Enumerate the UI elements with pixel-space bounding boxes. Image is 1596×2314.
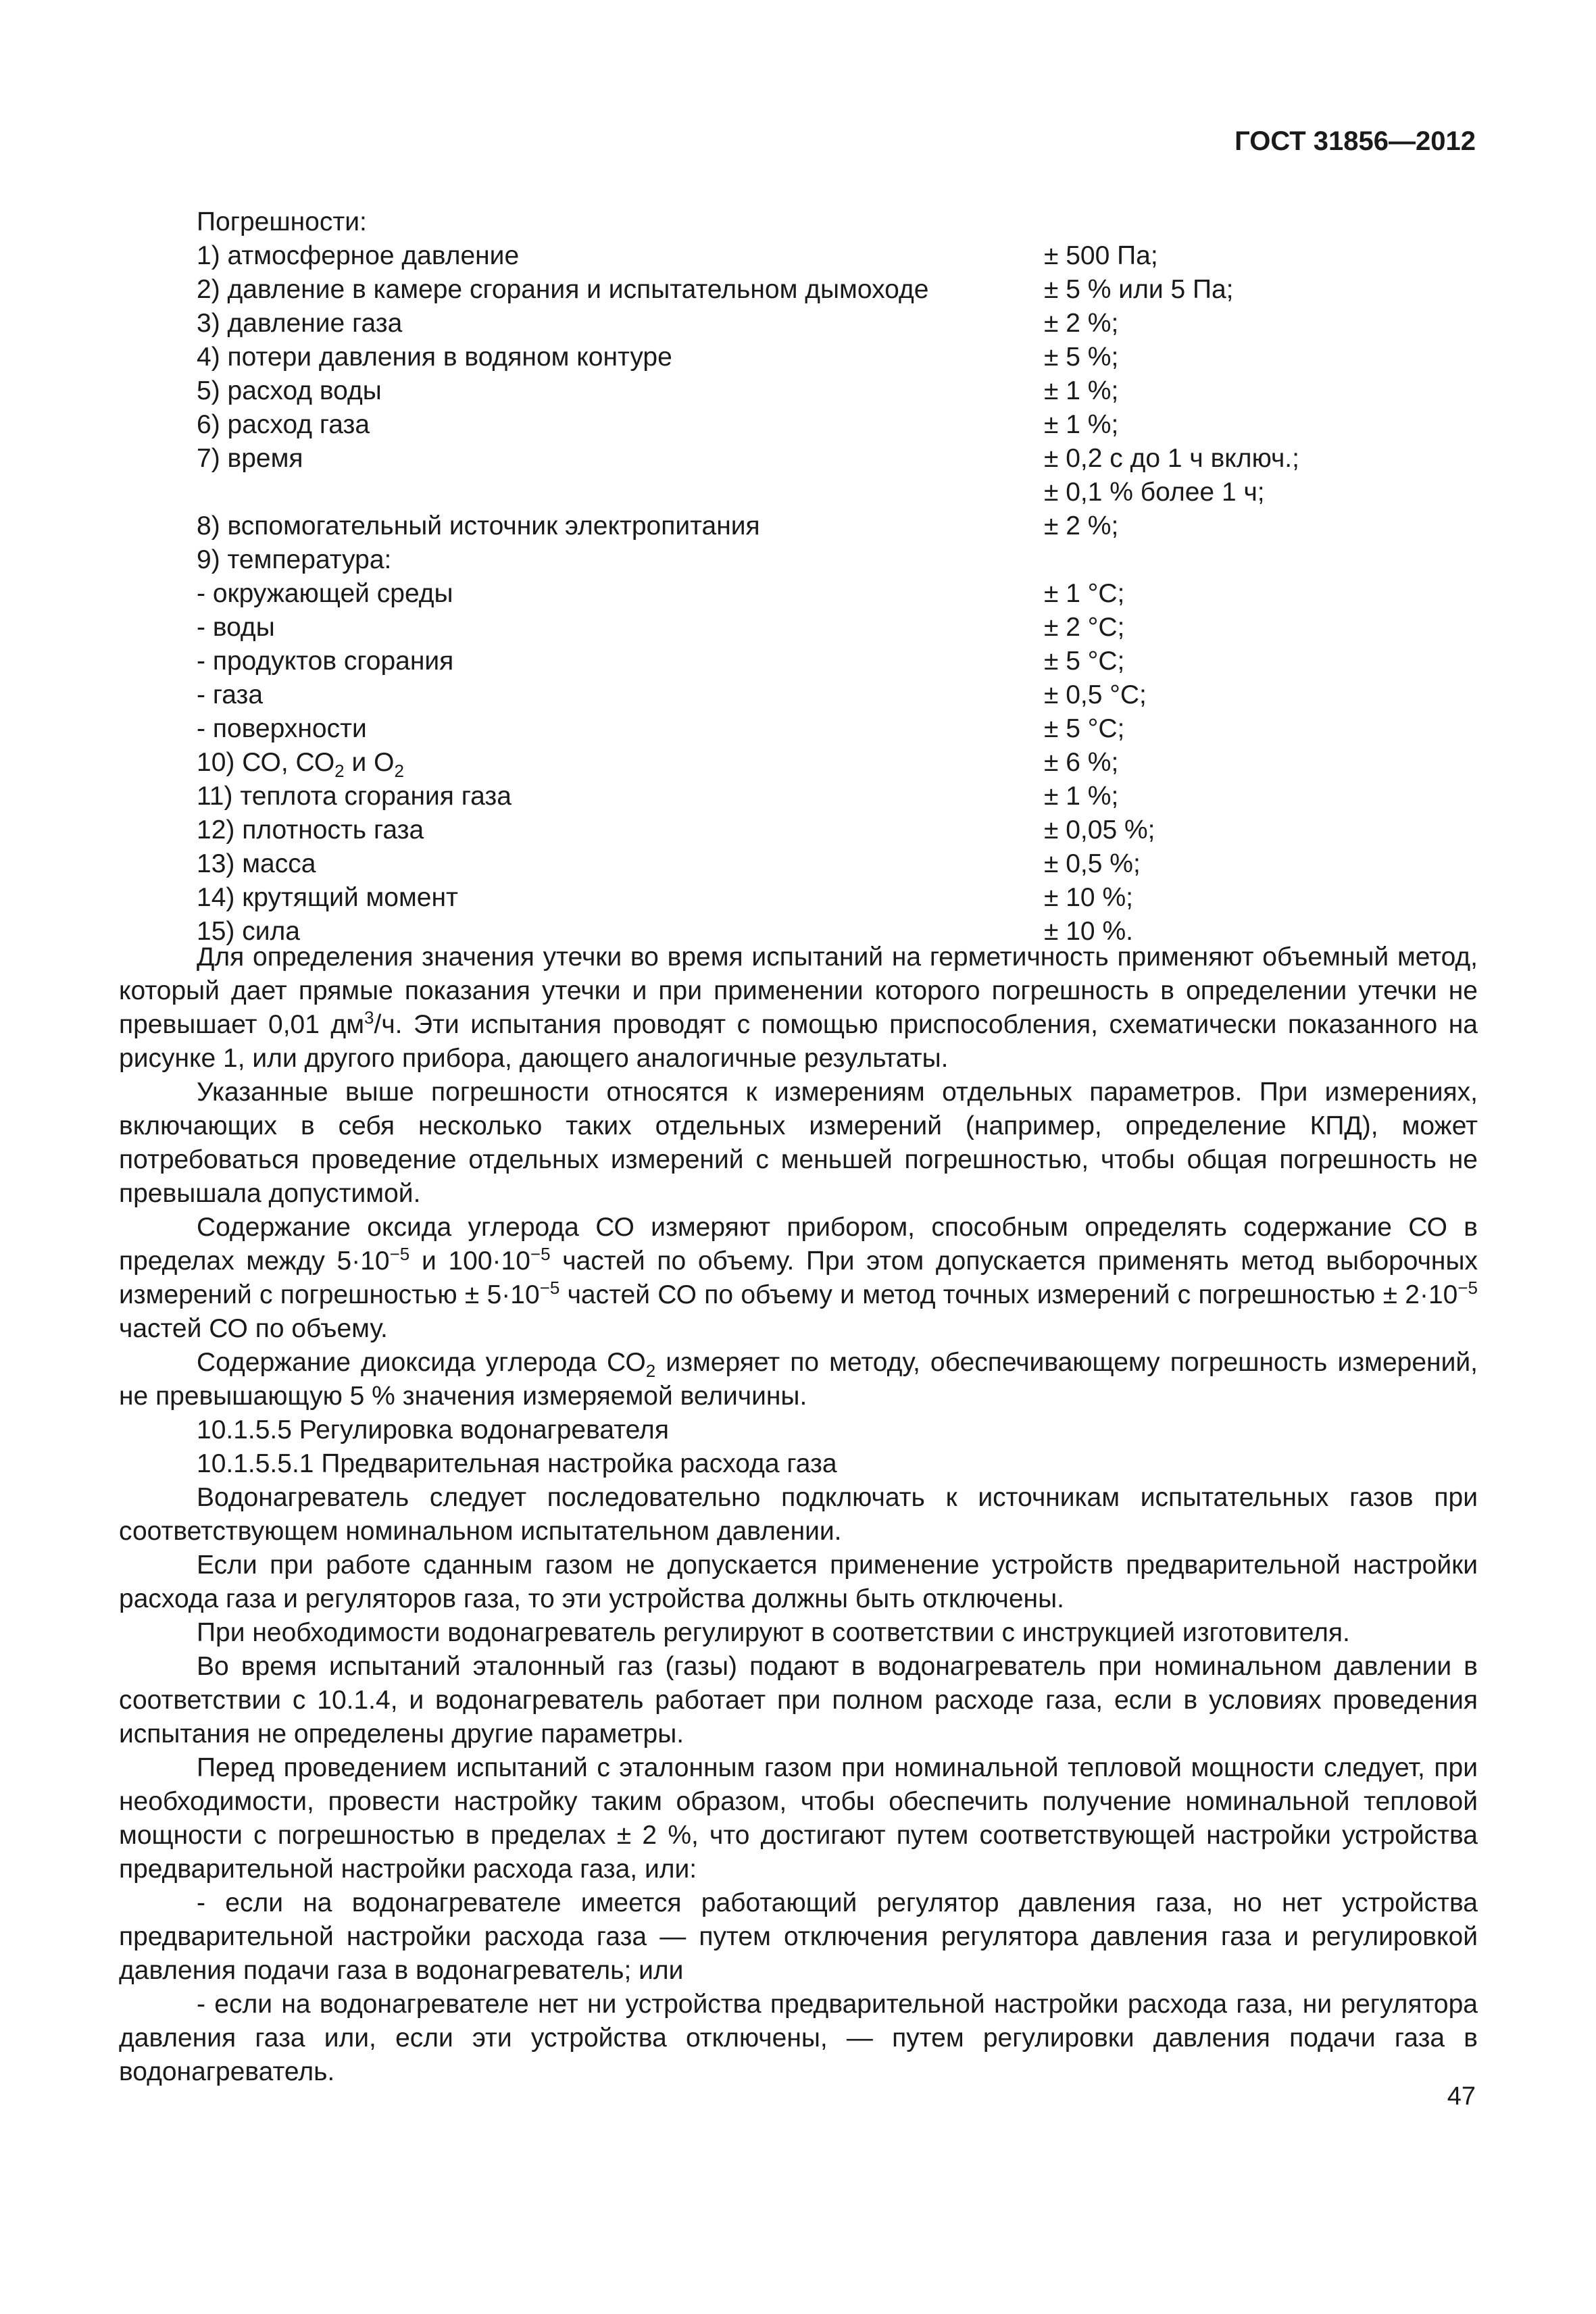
paragraph-disable-devices: Если при работе сданным газом не допускается применение устройств предварительной настройки расхода газа и регуляторов газа, то эти устройства должны быть отключены. [119,1551,1478,1613]
tolerance-value: ± 2 %; [1044,511,1119,540]
paragraph-errors: Указанные выше погрешности относятся к измерениям отдельных параметров. При измерениях, включающих в себя несколько таких отдельных измерений (например, определение КПД), может потребоваться проведение отдельных измерений с меньшей погрешностью, чтобы общая погрешность не превышала допустимой. [119,1078,1478,1208]
tolerance-row [197,239,1494,273]
tolerance-row [197,307,1494,341]
tolerance-label: 15) сила [197,917,300,946]
tolerance-row [197,746,1494,780]
tolerance-row [197,374,1494,408]
tolerance-list-title: Погрешности: [197,207,367,236]
section-heading-10-1-5-5: 10.1.5.5 Регулировка водонагревателя [197,1415,669,1444]
tolerance-rows [197,239,1494,746]
tolerance-row [197,611,1494,645]
tolerance-label: 10) СО, $СО_2$ и $О_2$ [197,748,404,781]
tolerance-value: ± 5 %; [1044,343,1119,372]
body-text [119,940,1478,2089]
tolerance-value: ± 0,2 с до 1 ч включ.; [1044,444,1299,473]
tolerance-row [197,678,1494,712]
paragraph-option-regulator: - если на водонагревателе имеется работающий регулятор давления газа, но нет устройства предварительной настройки расхода газа — путем отключения регулятора давления газа и регулировкой давления подачи газа в водонагреватель; или [119,1888,1478,1985]
tolerance-row [197,881,1494,915]
tolerance-label: - окружающей среды [197,579,453,608]
tolerance-value: ± 0,1 % более 1 ч; [1044,478,1265,507]
tolerance-label: 12) плотность газа [197,815,424,845]
tolerance-value: ± 0,5 %; [1044,849,1141,878]
tolerance-label [197,476,1044,509]
paragraph-option-no-regulator: - если на водонагревателе нет ни устройства предварительной настройки расхода газа, ни регулятора давления газа или, если эти устройства отключены, — путем регулировки давления подачи газа в водонагреватель. [119,1990,1478,2086]
tolerance-value: ± 2 °С; [1044,613,1125,642]
tolerance-row [197,476,1494,509]
tolerance-row [197,645,1494,678]
tolerance-row [197,273,1494,307]
tolerance-value: ± 10 %; [1044,883,1133,912]
tolerance-label: 6) расход газа [197,410,370,439]
tolerance-label: 3) давление газа [197,309,403,338]
tolerance-value: ± 10 %. [1044,917,1133,946]
tolerance-rows-after [197,780,1494,949]
tolerance-value: ± 6 %; [1044,748,1119,777]
tolerance-value: ± 1 %; [1044,410,1119,439]
paragraph-co-measurement: Содержание оксида углерода СО измеряют прибором, способным определять содержание СО в пределах между $5\cdot 10^{-5}$ и $100\cdot 10^{-5}$ частей по объему. При этом допускается применять метод выборочных измерений с погрешностью ± $5\cdot 10^{-5}$ частей СО по объему и метод точных измерений с погрешностью ± $2\cdot 10^{-5}$ частей СО по объему. [119,1213,1478,1343]
tolerance-label: 9) температура: [197,545,392,574]
tolerance-label: 7) время [197,444,303,473]
tolerance-list [197,205,1494,949]
tolerance-value: ± 5 °С; [1044,714,1125,743]
tolerance-row [197,341,1494,374]
tolerance-label: 4) потери давления в водяном контуре [197,343,672,372]
tolerance-row [197,408,1494,442]
tolerance-value: ± 0,5 °С; [1044,680,1147,709]
paragraph-co2-measurement: Содержание диоксида углерода $СО_2$ измеряет по методу, обеспечивающему погрешность измерений, не превышающую 5 % значения измеряемой величины. [119,1348,1478,1411]
tolerance-label: - воды [197,613,275,642]
tolerance-label: 14) крутящий момент [197,883,458,912]
tolerance-label: 11) теплота сгорания газа [197,782,512,811]
tolerance-row [197,780,1494,813]
tolerance-value: ± 1 %; [1044,376,1119,405]
tolerance-label: 13) масса [197,849,316,878]
tolerance-label: 5) расход воды [197,376,382,405]
tolerance-row [197,442,1494,476]
tolerance-value: ± 2 %; [1044,309,1119,338]
tolerance-row [197,813,1494,847]
paragraph-leak-test: Для определения значения утечки во время испытаний на герметичность применяют объемный метод, который дает прямые показания утечки и при применении которого погрешность в определении утечки не превышает 0,01 $дм^3/ч$. Эти испытания проводят с помощью приспособления, схематически показанного на рисунке 1, или другого прибора, дающего аналогичные результаты. [119,942,1478,1073]
tolerance-value: ± 500 Па; [1044,241,1158,270]
tolerance-label: 8) вспомогательный источник электропитания [197,511,760,540]
tolerance-label: 1) атмосферное давление [197,241,520,270]
tolerance-value: ± 1 %; [1044,782,1119,811]
tolerance-value: ± 1 °С; [1044,579,1125,608]
tolerance-row [197,543,1494,577]
paragraph-manufacturer: При необходимости водонагреватель регулируют в соответствии с инструкцией изготовителя. [197,1618,1350,1647]
tolerance-label: 2) давление в камере сгорания и испытательном дымоходе [197,275,929,304]
paragraph-reference-gas: Во время испытаний эталонный газ (газы) подают в водонагреватель при номинальном давлении в соответствии с 10.1.4, и водонагреватель работает при полном расходе газа, если в условиях проведения испытания не определены другие параметры. [119,1652,1478,1749]
page-number: 47 [1447,2082,1476,2111]
paragraph-connection: Водонагреватель следует последовательно подключать к источникам испытательных газов при соответствующем номинальном испытательном давлении. [119,1483,1478,1546]
tolerance-label: - продуктов сгорания [197,647,454,676]
tolerance-value: ± 0,05 %; [1044,815,1155,845]
tolerance-row [197,509,1494,543]
tolerance-label: - поверхности [197,714,367,743]
tolerance-value: ± 5 % или 5 Па; [1044,275,1234,304]
tolerance-row [197,712,1494,746]
tolerance-value: ± 5 °С; [1044,647,1125,676]
document-id-header: ГОСТ 31856—2012 [1235,126,1476,156]
tolerance-row [197,847,1494,881]
paragraph-adjustment: Перед проведением испытаний с эталонным газом при номинальной тепловой мощности следует, при необходимости, провести настройку таким образом, чтобы обеспечить получение номинальной тепловой мощности с погрешностью в пределах ± 2 %, что достигают путем соответствующей настройки устройства предварительной настройки расхода газа, или: [119,1753,1478,1884]
section-heading-10-1-5-5-1: 10.1.5.5.1 Предварительная настройка расхода газа [197,1449,837,1478]
tolerance-label: - газа [197,680,264,709]
tolerance-row [197,577,1494,611]
